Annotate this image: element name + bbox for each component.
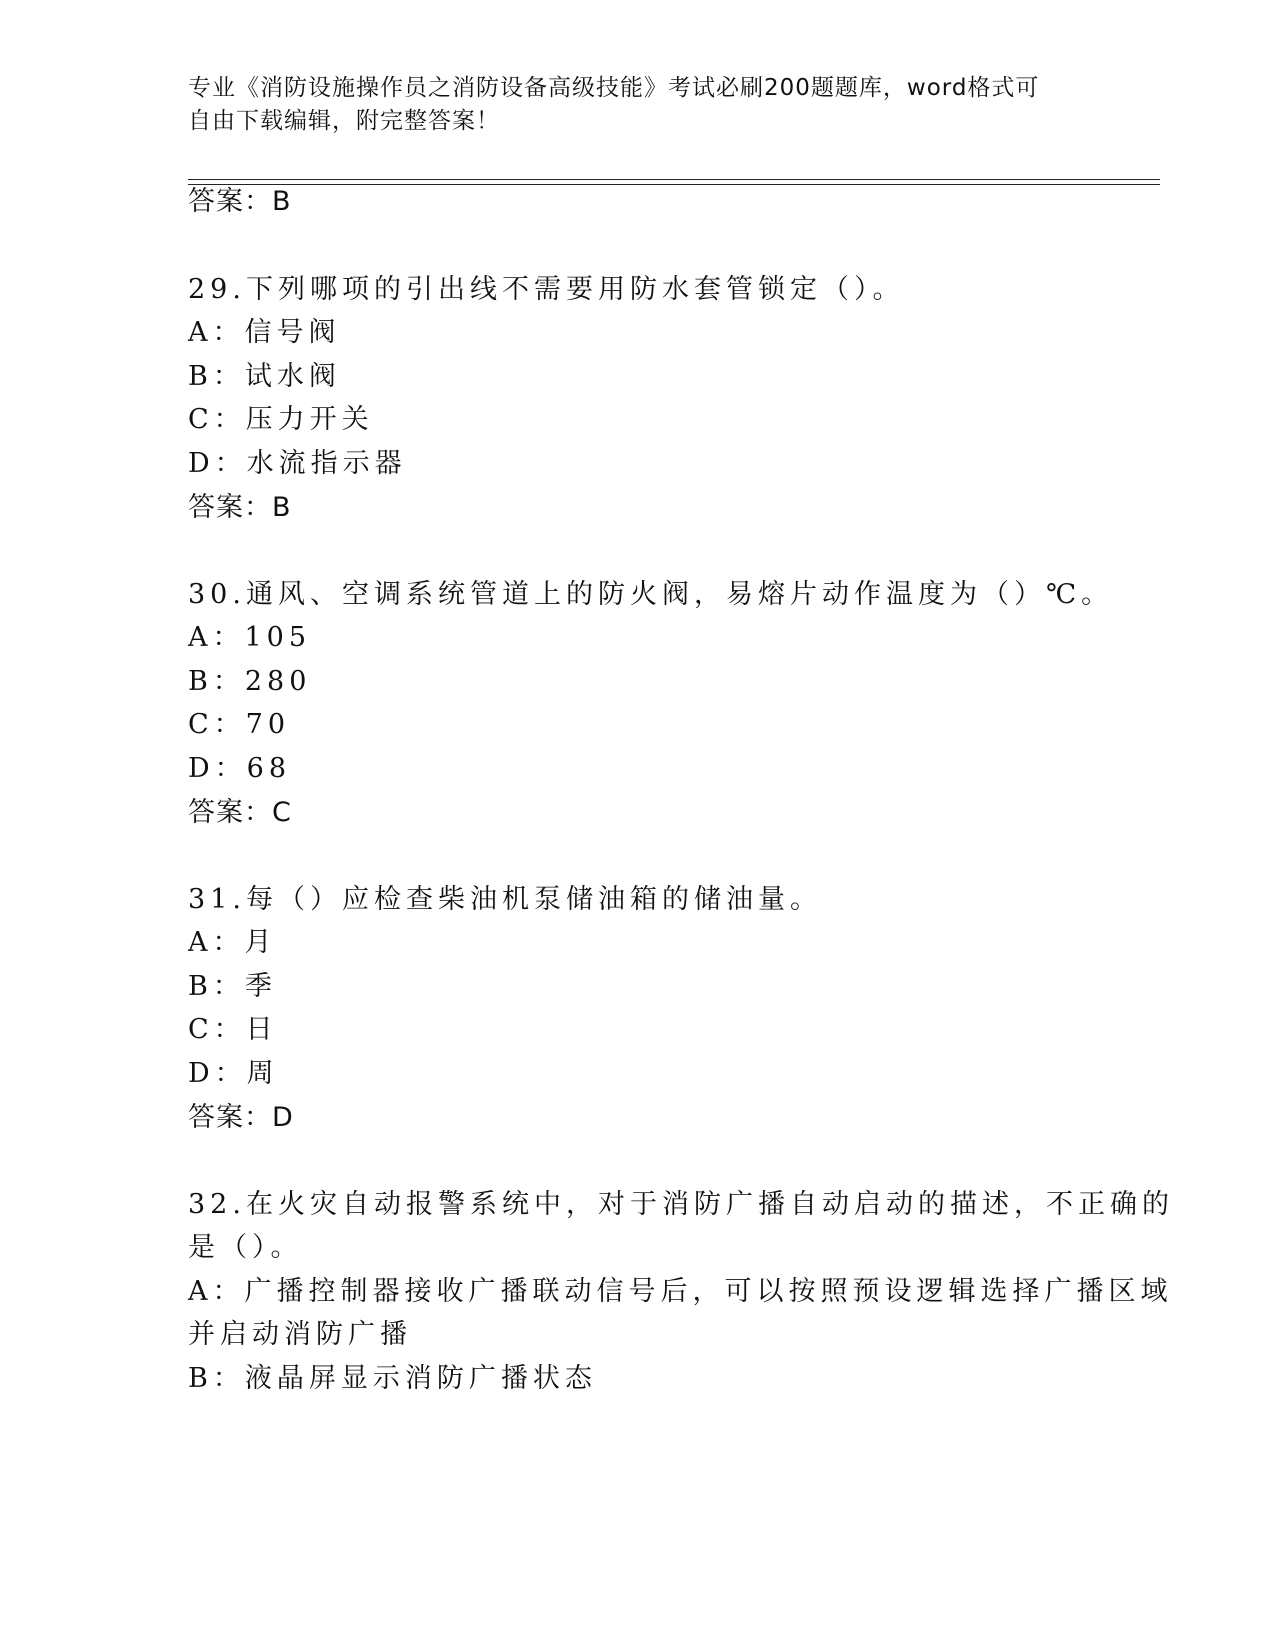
document-header [188, 72, 1068, 138]
question-29-option-c: C：压力开关 [188, 404, 374, 435]
answer-31: 答案：D [188, 1102, 294, 1133]
question-32-option-b: B：液晶屏显示消防广播状态 [188, 1363, 597, 1394]
question-30-text: 30.通风、空调系统管道上的防火阀，易熔片动作温度为（）℃。 [188, 579, 1114, 610]
question-30-option-b: B：280 [188, 666, 312, 697]
question-31-option-a: A：月 [188, 927, 277, 958]
question-32-text-line-1: 32.在火灾自动报警系统中，对于消防广播自动启动的描述，不正确的 [188, 1189, 1174, 1220]
question-32-option-a-line-1: A：广播控制器接收广播联动信号后，可以按照预设逻辑选择广播区域 [188, 1276, 1173, 1307]
question-30-option-c: C：70 [188, 709, 291, 740]
question-31-option-c: C：日 [188, 1014, 278, 1045]
answer-30: 答案：C [188, 797, 292, 828]
question-31-option-b: B：季 [188, 971, 277, 1002]
question-30-option-a: A：105 [188, 622, 312, 653]
header-divider-top [188, 179, 1160, 180]
question-30-option-d: D：68 [188, 753, 292, 784]
answer-prev: 答案：B [188, 186, 292, 217]
question-31-text: 31.每（）应检查柴油机泵储油箱的储油量。 [188, 884, 822, 915]
header-divider-bottom [188, 184, 1160, 185]
header-line-1: 专业《消防设施操作员之消防设备高级技能》考试必刷200题题库，word格式可 [188, 75, 1040, 101]
question-29-option-a: A：信号阀 [188, 317, 341, 348]
question-32-text-line-2: 是（）。 [188, 1232, 303, 1263]
question-29-text: 29.下列哪项的引出线不需要用防水套管锁定（）。 [188, 274, 905, 305]
question-32-option-a-line-2: 并启动消防广播 [188, 1319, 412, 1350]
question-29-option-b: B：试水阀 [188, 361, 341, 392]
header-line-2: 自由下载编辑，附完整答案！ [188, 108, 500, 134]
answer-29: 答案：B [188, 492, 292, 523]
question-31-option-d: D：周 [188, 1058, 279, 1089]
question-29-option-d: D：水流指示器 [188, 448, 407, 479]
